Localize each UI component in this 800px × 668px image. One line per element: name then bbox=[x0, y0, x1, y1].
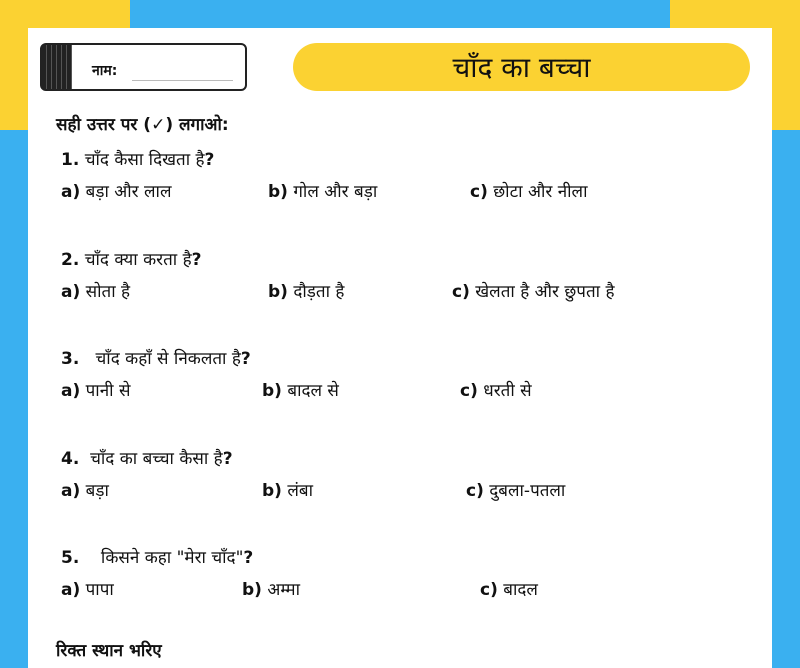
option-c[interactable] bbox=[452, 279, 614, 302]
option-text: बादल से bbox=[287, 381, 339, 401]
option-a[interactable] bbox=[61, 577, 114, 600]
question-label: चाँद क्या करता है bbox=[84, 250, 192, 270]
option-text: गोल और बड़ा bbox=[293, 182, 378, 202]
option-key: a) bbox=[61, 182, 81, 202]
option-text: बादल bbox=[503, 580, 538, 600]
question-mark: ? bbox=[204, 150, 215, 170]
name-box-stripe bbox=[42, 45, 72, 89]
option-a[interactable] bbox=[61, 378, 130, 401]
instruction-heading: सही उत्तर पर (✓) लगाओ: bbox=[56, 115, 229, 135]
question-label: चाँद का बच्चा कैसा है bbox=[90, 449, 223, 469]
option-a[interactable] bbox=[61, 478, 109, 501]
question-label: चाँद कैसा दिखता है bbox=[84, 150, 205, 170]
worksheet bbox=[28, 28, 772, 668]
option-c[interactable] bbox=[470, 179, 587, 202]
option-b[interactable] bbox=[268, 179, 377, 202]
question-mark: ? bbox=[243, 548, 254, 568]
question-text bbox=[61, 147, 214, 170]
option-key: b) bbox=[262, 381, 282, 401]
option-text: खेलता है और छुपता है bbox=[475, 282, 615, 302]
question-text bbox=[61, 247, 202, 270]
option-key: c) bbox=[470, 182, 488, 202]
option-key: a) bbox=[61, 282, 81, 302]
name-line bbox=[132, 80, 233, 81]
option-a[interactable] bbox=[61, 279, 130, 302]
option-key: b) bbox=[242, 580, 262, 600]
option-c[interactable] bbox=[466, 478, 565, 501]
question-mark: ? bbox=[240, 349, 251, 369]
option-text: छोटा और नीला bbox=[493, 182, 588, 202]
option-key: c) bbox=[480, 580, 498, 600]
option-c[interactable] bbox=[460, 378, 532, 401]
option-key: c) bbox=[452, 282, 470, 302]
question-number: 1. bbox=[61, 150, 80, 170]
next-section-heading: रिक्त स्थान भरिए bbox=[56, 641, 162, 661]
option-key: b) bbox=[268, 182, 288, 202]
question-mark: ? bbox=[191, 250, 202, 270]
option-text: पापा bbox=[85, 580, 114, 600]
option-key: b) bbox=[262, 481, 282, 501]
question-text bbox=[61, 545, 253, 568]
question-mark: ? bbox=[222, 449, 233, 469]
option-b[interactable] bbox=[262, 378, 339, 401]
question-text bbox=[61, 446, 233, 469]
option-a[interactable] bbox=[61, 179, 171, 202]
question-number: 3. bbox=[61, 349, 80, 369]
title-text: चाँद का बच्चा bbox=[452, 51, 591, 84]
name-label: नाम: bbox=[92, 63, 118, 79]
option-text: दुबला-पतला bbox=[489, 481, 566, 501]
option-key: c) bbox=[460, 381, 478, 401]
option-text: दौड़ता है bbox=[293, 282, 345, 302]
option-key: a) bbox=[61, 381, 81, 401]
question-text bbox=[61, 346, 251, 369]
option-text: अम्मा bbox=[267, 580, 300, 600]
question-label: चाँद कहाँ से निकलता है bbox=[95, 349, 241, 369]
worksheet-title bbox=[293, 43, 750, 91]
name-field[interactable] bbox=[40, 43, 247, 91]
question-number: 5. bbox=[61, 548, 80, 568]
option-b[interactable] bbox=[268, 279, 344, 302]
option-text: पानी से bbox=[85, 381, 131, 401]
question-number: 2. bbox=[61, 250, 80, 270]
option-b[interactable] bbox=[242, 577, 300, 600]
question-label: किसने कहा "मेरा चाँद" bbox=[100, 548, 244, 568]
option-b[interactable] bbox=[262, 478, 313, 501]
option-key: a) bbox=[61, 481, 81, 501]
option-text: लंबा bbox=[287, 481, 313, 501]
option-key: c) bbox=[466, 481, 484, 501]
option-c[interactable] bbox=[480, 577, 538, 600]
option-text: बड़ा और लाल bbox=[85, 182, 172, 202]
question-number: 4. bbox=[61, 449, 80, 469]
option-key: b) bbox=[268, 282, 288, 302]
option-text: सोता है bbox=[85, 282, 131, 302]
option-text: बड़ा bbox=[85, 481, 109, 501]
option-key: a) bbox=[61, 580, 81, 600]
option-text: धरती से bbox=[483, 381, 532, 401]
